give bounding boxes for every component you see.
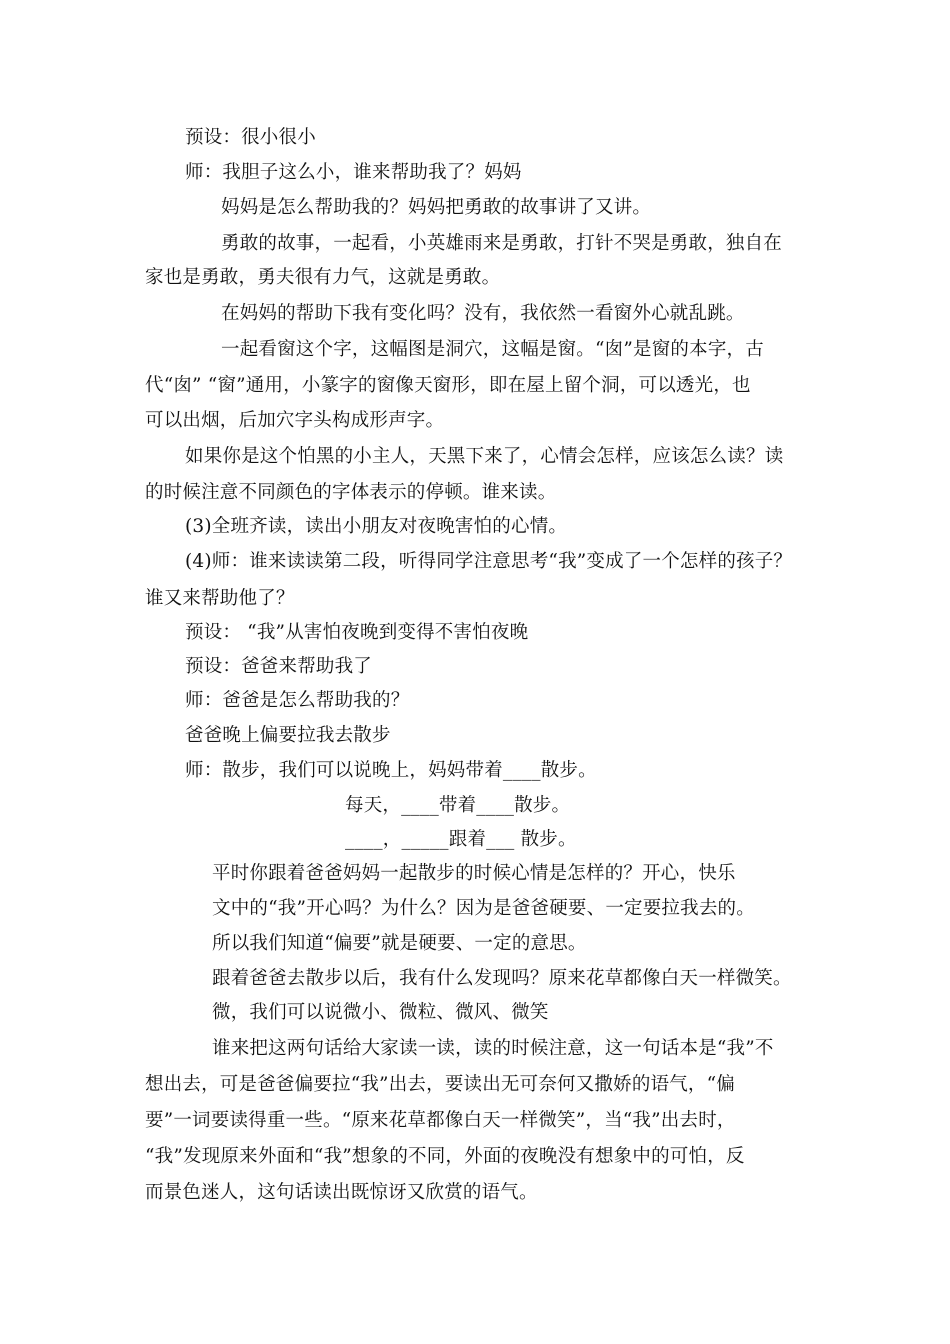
text-line: 如果你是这个怕黑的小主人，天黑下来了，心情会怎样，应该怎么读？读 — [185, 446, 784, 467]
text-line: 文中的“我”开心吗？为什么？因为是爸爸硬要、一定要拉我去的。 — [212, 898, 755, 919]
text-line: 师：我胆子这么小，谁来帮助我了？妈妈 — [185, 162, 522, 183]
text-line: 代“囱” “窗”通用，小篆字的窗像天窗形，即在屋上留个洞，可以透光，也 — [145, 375, 751, 396]
text-line: 微，我们可以说微小、微粒、微风、微笑 — [212, 1002, 549, 1023]
text-line: 谁又来帮助他了？ — [145, 588, 295, 609]
text-line: 要”一词要读得重一些。“原来花草都像白天一样微笑”，当“我”出去时， — [145, 1110, 736, 1131]
text-line: 师：爸爸是怎么帮助我的？ — [185, 690, 410, 711]
text-line: 预设： “我”从害怕夜晚到变得不害怕夜晚 — [185, 622, 529, 643]
text-line: (4)师：谁来读读第二段，听得同学注意思考“我”变成了一个怎样的孩子？ — [185, 551, 793, 572]
text-line: 在妈妈的帮助下我有变化吗？没有，我依然一看窗外心就乱跳。 — [221, 303, 745, 324]
text-line: 一起看窗这个字，这幅图是洞穴，这幅是窗。“囱”是窗的本字，古 — [221, 339, 764, 360]
text-line: 勇敢的故事，一起看，小英雄雨来是勇敢，打针不哭是勇敢，独自在 — [221, 233, 783, 254]
text-line: “我”发现原来外面和“我”想象的不同，外面的夜晚没有想象中的可怕，反 — [145, 1146, 745, 1167]
text-line: 所以我们知道“偏要”就是硬要、一定的意思。 — [212, 933, 587, 954]
text-line: 每天，____带着____散步。 — [345, 795, 571, 816]
text-line: 平时你跟着爸爸妈妈一起散步的时候心情是怎样的？开心，快乐 — [212, 863, 736, 884]
text-line: 家也是勇敢，勇夫很有力气，这就是勇敢。 — [145, 267, 501, 288]
text-line: 的时候注意不同颜色的字体表示的停顿。谁来读。 — [145, 482, 557, 503]
text-line: 师：散步，我们可以说晚上，妈妈带着____散步。 — [185, 760, 597, 781]
text-line: 可以出烟，后加穴字头构成形声字。 — [145, 410, 445, 431]
text-line: (3)全班齐读，读出小朋友对夜晚害怕的心情。 — [185, 516, 568, 537]
text-line: 跟着爸爸去散步以后，我有什么发现吗？原来花草都像白天一样微笑。 — [212, 968, 792, 989]
text-line: 谁来把这两句话给大家读一读，读的时候注意，这一句话本是“我”不 — [212, 1038, 774, 1059]
text-line: ____，_____跟着___ 散步。 — [345, 829, 577, 850]
text-line: 妈妈是怎么帮助我的？妈妈把勇敢的故事讲了又讲。 — [221, 197, 652, 218]
text-line: 而景色迷人，这句话读出既惊讶又欣赏的语气。 — [145, 1182, 538, 1203]
text-line: 爸爸晚上偏要拉我去散步 — [185, 725, 391, 746]
text-line: 预设：很小很小 — [185, 127, 316, 148]
text-line: 想出去，可是爸爸偏要拉“我”出去，要读出无可奈何又撒娇的语气，“偏 — [145, 1074, 735, 1095]
text-line: 预设：爸爸来帮助我了 — [185, 656, 373, 677]
